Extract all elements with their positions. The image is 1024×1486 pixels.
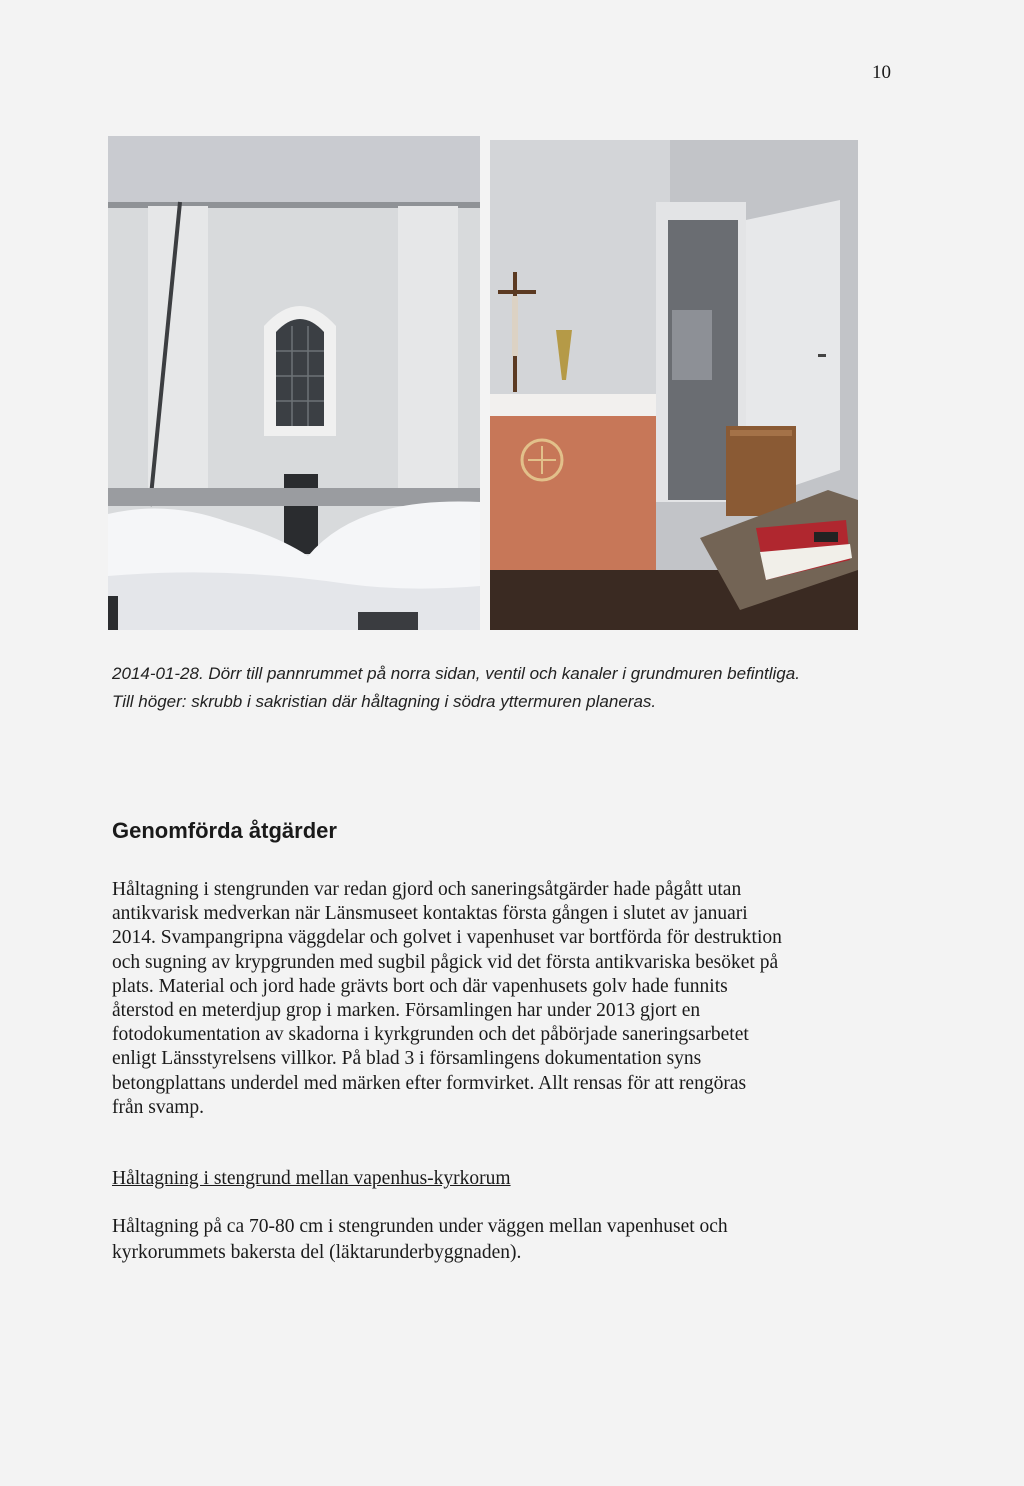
subsection-heading: Håltagning i stengrund mellan vapenhus-kyrkorum <box>112 1168 511 1189</box>
body-line: plats. Material och jord hade grävts bort och där vapenhusets golv hade funnits <box>112 975 728 997</box>
body-line: enligt Länsstyrelsens villkor. På blad 3 i församlingens dokumentation syns <box>112 1048 702 1070</box>
caption-line: Till höger: skrubb i sakristian där håltagning i södra yttermuren planeras. <box>112 692 657 711</box>
body-line: Håltagning på ca 70-80 cm i stengrunden under väggen mellan vapenhuset och <box>112 1216 728 1237</box>
caption-line: 2014-01-28. Dörr till pannrummet på norra sidan, ventil och kanaler i grundmuren befintliga. <box>112 664 800 683</box>
photo-caption <box>112 660 912 716</box>
page-number: 10 <box>872 62 891 83</box>
body-line: och sugning av krypgrunden med sugbil pågick vid det första antikvariska besöket på <box>112 951 779 973</box>
body-line: Håltagning i stengrunden var redan gjord och saneringsåtgärder hade pågått utan <box>112 879 742 900</box>
subsection-body <box>112 1214 912 1266</box>
section-body <box>112 878 912 1120</box>
body-line: fotodokumentation av skadorna i kyrkgrunden och det påbörjade saneringsarbetet <box>112 1024 749 1046</box>
body-line: antikvarisk medverkan när Länsmuseet kontaktas första gången i slutet av januari <box>112 903 748 925</box>
body-line: från svamp. <box>112 1096 205 1118</box>
photo-sacristy-interior <box>490 140 858 630</box>
body-line: återstod en meterdjup grop i marken. Församlingen har under 2013 gjort en <box>112 1000 701 1022</box>
body-line: kyrkorummets bakersta del (läktarunderbyggnaden). <box>112 1242 522 1263</box>
body-line: betongplattans underdel med märken efter formvirket. Allt rensas för att rengöras <box>112 1072 747 1094</box>
body-line: 2014. Svampangripna väggdelar och golvet i vapenhuset var bortförda för destruktion <box>112 927 782 949</box>
section-heading: Genomförda åtgärder <box>112 818 337 843</box>
photo-church-exterior <box>108 136 480 630</box>
